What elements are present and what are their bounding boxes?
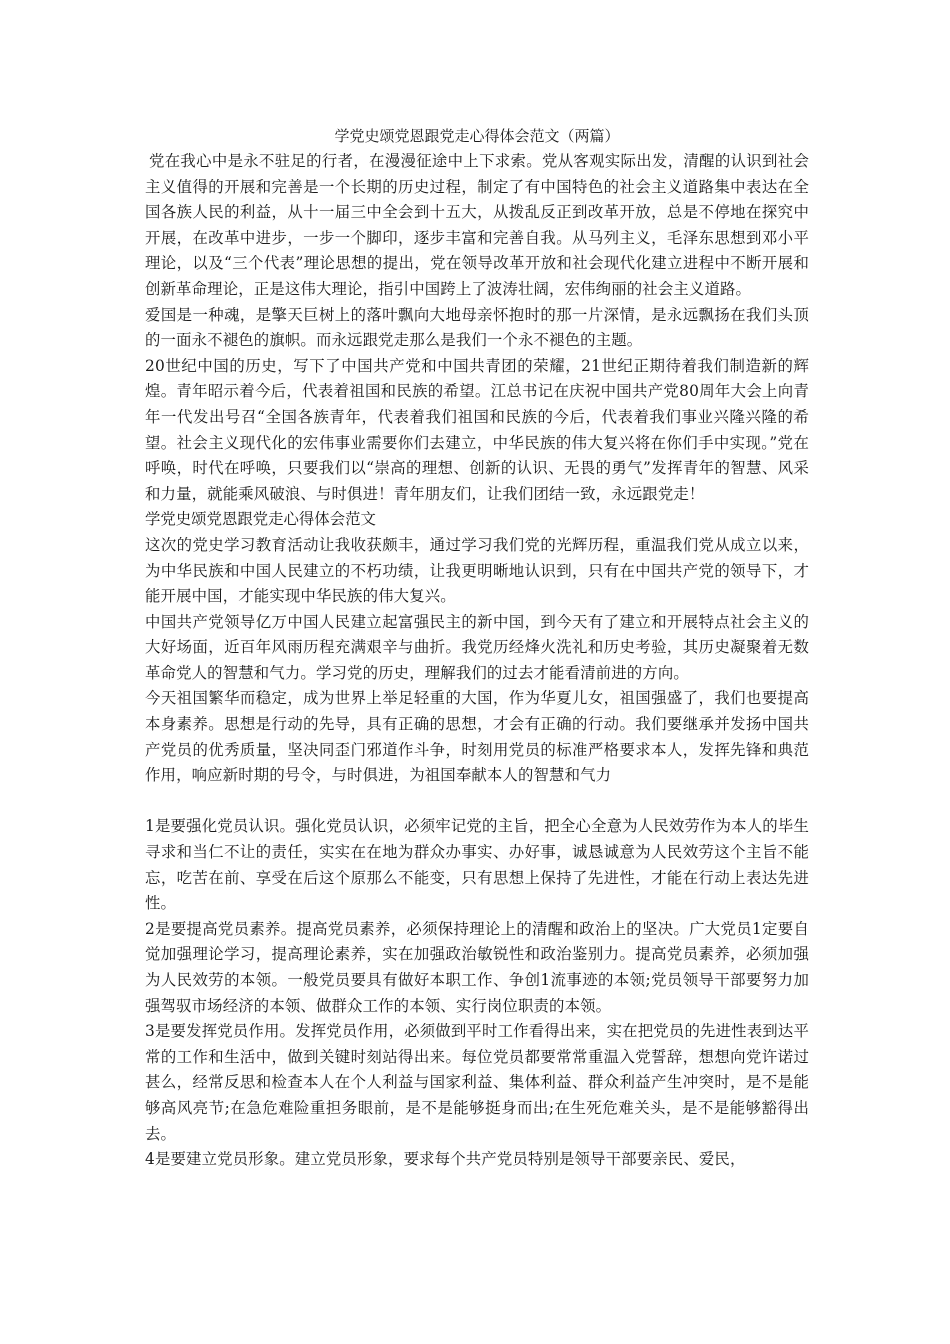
paragraph-point-1: 1是要强化党员认识。强化党员认识，必须牢记党的主旨，把全心全意为人民效劳作为本人的毕生寻求和当仁不让的责任，实实在在地为群众办事实、办好事，诚恳诚意为人民效劳这个主旨不能忘，吃苦在前、享受在后这个原那么不能变，只有思想上保持了先进性，才能在行动上表达先进性。 <box>145 817 809 913</box>
paragraph-party-pursuit: 党在我心中是永不驻足的行者，在漫漫征途中上下求索。党从客观实际出发，清醒的认识到社会主义值得的开展和完善是一个长期的历史过程，制定了有中国特色的社会主义道路集中表达在全国各族人民的利益，从十一届三中全会到十五大，从拨乱反正到改革开放，总是不停地在探究中开展，在改革中进步，一步一个脚印，逐步丰富和完善自我。从马列主义，毛泽东思想到邓小平理论，以及“三个代表”理论思想的提出，党在领导改革开放和社会现代化建立进程中不断开展和创新革命理论，正是这伟大理论，指引中国跨上了波涛壮阔，宏伟绚丽的社会主义道路。 <box>145 152 809 298</box>
paragraph-point-4: 4是要建立党员形象。建立党员形象，要求每个共产党员特别是领导干部要亲民、爱民， <box>145 1150 746 1169</box>
paragraph-self-improvement: 今天祖国繁华而稳定，成为世界上举足轻重的大国，作为华夏儿女，祖国强盛了，我们也要提高本身素养。思想是行动的先导，具有正确的思想，才会有正确的行动。我们要继承并发扬中国共产党员的优秀质量，坚决同歪门邪道作斗争，时刻用党员的标准严格要求本人，发挥先锋和典范作用，响应新时期的号令，与时俱进，为祖国奉献本人的智慧和气力 <box>145 689 809 785</box>
paragraph-point-3: 3是要发挥党员作用。发挥党员作用，必须做到平时工作看得出来，实在把党员的先进性表到达平常的工作和生活中，做到关键时刻站得出来。每位党员都要常常重温入党誓辞，想想向党许诺过甚么，经常反思和检查本人在个人利益与国家利益、集体利益、群众利益产生冲突时，是不是能够高风亮节;在急危难险重担务眼前，是不是能够挺身而出;在生死危难关头，是不是能够豁得出去。 <box>145 1022 809 1143</box>
blank-line <box>145 789 809 815</box>
paragraph-youth-history: 20世纪中国的历史，写下了中国共产党和中国共青团的荣耀，21世纪正期待着我们制造新的辉煌。青年昭示着今后，代表着祖国和民族的希望。江总书记在庆祝中国共产党80周年大会上向青年一代发出号召“全国各族青年，代表着我们祖国和民族的今后，代表着我们事业兴隆兴隆的希望。社会主义现代化的宏伟事业需要你们去建立，中华民族的伟大复兴将在你们手中实现。”党在呼唤，时代在呼唤，只要我们以“崇高的理想、创新的认识、无畏的勇气”发挥青年的智慧、风采和力量，就能乘风破浪、与时俱进！青年朋友们，让我们团结一致，永远跟党走！ <box>145 356 809 503</box>
document-page <box>145 124 809 1173</box>
paragraph-party-leadership: 中国共产党领导亿万中国人民建立起富强民主的新中国，到今天有了建立和开展特点社会主义的大好场面，近百年风雨历程充满艰辛与曲折。我党历经烽火洗礼和历史考验，其历史凝聚着无数革命党人的智慧和气力。学习党的历史，理解我们的过去才能看清前进的方向。 <box>145 612 809 682</box>
paragraph-point-2: 2是要提高党员素养。提高党员素养，必须保持理论上的清醒和政治上的坚决。广大党员1定要自觉加强理论学习，提高理论素养，实在加强政治敏锐性和政治鉴别力。提高党员素养，必须加强为人民效劳的本领。一般党员要具有做好本职工作、争创1流事迹的本领;党员领导干部要努力加强驾驭市场经济的本领、做群众工作的本领、实行岗位职责的本领。 <box>145 919 809 1015</box>
section-subtitle: 学党史颂党恩跟党走心得体会范文 <box>145 510 376 529</box>
paragraph-patriotism: 爱国是一种魂，是擎天巨树上的落叶飘向大地母亲怀抱时的那一片深情，是永远飘扬在我们头顶的一面永不褪色的旗帜。而永远跟党走那么是我们一个永不褪色的主题。 <box>145 305 809 350</box>
document-title: 学党史颂党恩跟党走心得体会范文（两篇） <box>334 127 620 145</box>
paragraph-study-gains: 这次的党史学习教育活动让我收获颇丰，通过学习我们党的光辉历程，重温我们党从成立以来，为中华民族和中国人民建立的不朽功绩，让我更明晰地认识到，只有在中国共产党的领导下，才能开展中国，才能实现中华民族的伟大复兴。 <box>145 535 809 606</box>
